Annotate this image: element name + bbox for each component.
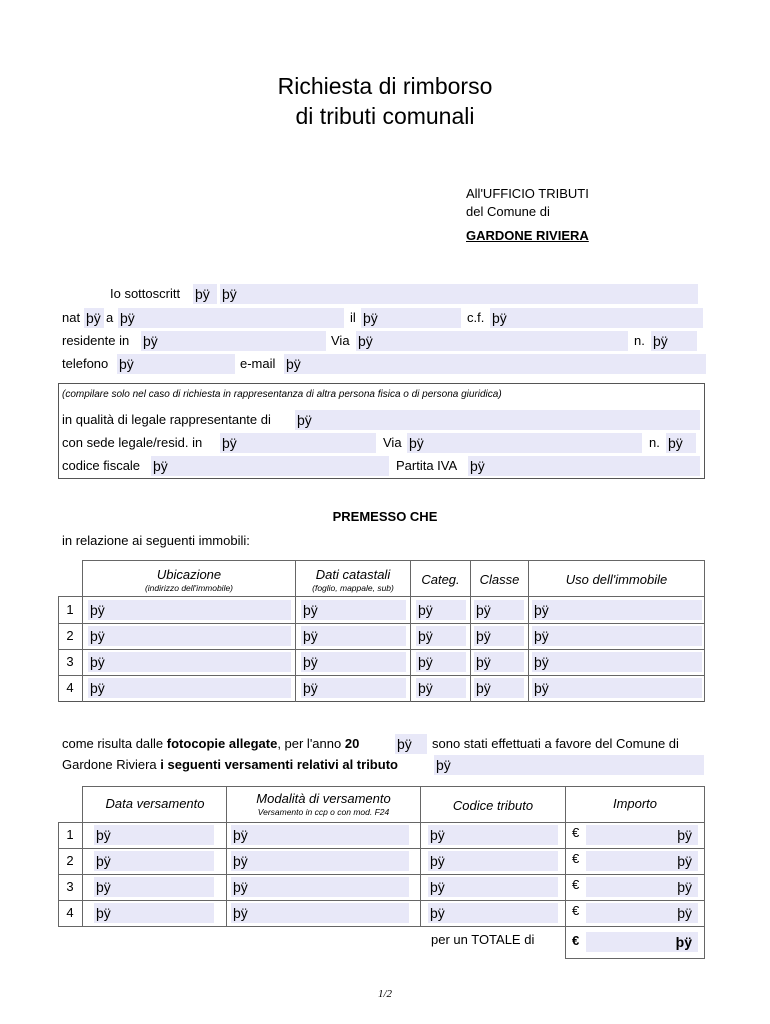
ubicazione-field[interactable]: þÿ [88,652,291,672]
residenza-field[interactable]: þÿ [141,331,326,351]
versamento-row-number: 2 [66,853,74,868]
categ-field[interactable]: þÿ [416,678,466,698]
document-title-line2: di tributi comunali [295,103,475,129]
nato-label: nat [62,310,81,325]
immobile-row-number: 4 [66,680,74,695]
euro-symbol: € [572,825,580,840]
modalita-field[interactable]: þÿ [231,877,409,897]
ubicazione-field[interactable]: þÿ [88,678,291,698]
rappresentanza-note: (compilare solo nel caso di richiesta in rappresentanza di altra persona fisica o di persona giuridica) [62,389,502,400]
dati-catastali-field[interactable]: þÿ [301,678,406,698]
data-versamento-field[interactable]: þÿ [94,903,214,923]
classe-header: Classe [479,572,520,587]
uso-field[interactable]: þÿ [532,600,702,620]
importo-header: Importo [612,796,658,811]
data-versamento-header: Data versamento [105,796,205,811]
categ-header: Categ. [421,572,460,587]
codice-tributo-field[interactable]: þÿ [428,825,558,845]
dati-catastali-field[interactable]: þÿ [301,652,406,672]
addressee-line1: All'UFFICIO TRIBUTI [466,186,589,201]
versamento-row-number: 1 [66,827,74,842]
uso-field[interactable]: þÿ [532,626,702,646]
uso-header: Uso dell'immobile [565,572,668,587]
rapp-cf-field[interactable]: þÿ [151,456,389,476]
sede-n-label: n. [649,435,660,450]
nato-suffix-field[interactable]: þÿ [84,308,104,328]
ubicazione-field[interactable]: þÿ [88,626,291,646]
immobili-intro: in relazione ai seguenti immobili: [62,533,250,548]
dati-catastali-field[interactable]: þÿ [301,600,406,620]
birthdate-field[interactable]: þÿ [361,308,461,328]
versamento-row-number: 3 [66,879,74,894]
versamenti-text-line2: Gardone Riviera i seguenti versamenti relativi al tributo [62,757,398,772]
sede-via-field[interactable]: þÿ [407,433,642,453]
codice-tributo-header: Codice tributo [452,798,534,813]
classe-field[interactable]: þÿ [474,600,524,620]
ubicazione-field[interactable]: þÿ [88,600,291,620]
addressee-line2: del Comune di [466,204,550,219]
a-label: a [106,310,114,325]
civico-field[interactable]: þÿ [651,331,697,351]
telefono-label: telefono [62,356,109,371]
via-field[interactable]: þÿ [356,331,628,351]
versamento-row-number: 4 [66,905,74,920]
addressee-comune: GARDONE RIVIERA [466,228,589,243]
qualita-field[interactable]: þÿ [295,410,700,430]
sede-civico-field[interactable]: þÿ [666,433,696,453]
classe-field[interactable]: þÿ [474,626,524,646]
piva-field[interactable]: þÿ [468,456,700,476]
euro-symbol: € [572,851,580,866]
n-label: n. [634,333,645,348]
il-label: il [350,310,356,325]
uso-field[interactable]: þÿ [532,678,702,698]
via-label: Via [331,333,350,348]
totale-field[interactable]: þÿ [586,932,698,952]
importo-field[interactable]: þÿ [586,825,698,845]
categ-field[interactable]: þÿ [416,652,466,672]
sede-via-label: Via [383,435,402,450]
modalita-field[interactable]: þÿ [231,825,409,845]
sottoscritto-name-field[interactable]: þÿ [220,284,698,304]
gender-suffix-field[interactable]: þÿ [193,284,217,304]
codice-tributo-field[interactable]: þÿ [428,877,558,897]
versamenti-text-line1: come risulta dalle fotocopie allegate, per l'anno 20 [62,736,360,751]
importo-field[interactable]: þÿ [586,903,698,923]
data-versamento-field[interactable]: þÿ [94,877,214,897]
uso-field[interactable]: þÿ [532,652,702,672]
classe-field[interactable]: þÿ [474,678,524,698]
residente-label: residente in [62,333,130,348]
euro-symbol: € [572,877,580,892]
birthplace-field[interactable]: þÿ [118,308,344,328]
categ-field[interactable]: þÿ [416,600,466,620]
immobile-row-number: 3 [66,654,74,669]
dati-catastali-field[interactable]: þÿ [301,626,406,646]
categ-field[interactable]: þÿ [416,626,466,646]
codice-tributo-field[interactable]: þÿ [428,903,558,923]
immobile-row-number: 2 [66,628,74,643]
telefono-field[interactable]: þÿ [117,354,235,374]
ubicazione-header: Ubicazione (indirizzo dell'immobile) [144,567,234,593]
sede-label: con sede legale/resid. in [62,435,203,450]
sede-field[interactable]: þÿ [220,433,376,453]
immobile-row-number: 1 [66,602,74,617]
importo-field[interactable]: þÿ [586,851,698,871]
importo-field[interactable]: þÿ [586,877,698,897]
document-title-line1: Richiesta di rimborso [277,73,493,99]
email-label: e-mail [240,356,276,371]
dati-catastali-header: Dati catastali (foglio, mappale, sub) [312,567,394,593]
qualita-label: in qualità di legale rappresentante di [62,412,271,427]
classe-field[interactable]: þÿ [474,652,524,672]
modalita-field[interactable]: þÿ [231,903,409,923]
euro-symbol: € [572,903,580,918]
piva-label: Partita IVA [396,458,458,473]
data-versamento-field[interactable]: þÿ [94,825,214,845]
tributo-field[interactable]: þÿ [434,755,704,775]
email-field[interactable]: þÿ [284,354,706,374]
premesso-heading: PREMESSO CHE [332,509,438,524]
page-number: 1/2 [377,988,393,1000]
cf-label: c.f. [467,310,485,325]
modalita-header: Modalità di versamento Versamento in ccp o con mod. F24 [256,791,391,817]
codice-fiscale-field[interactable]: þÿ [490,308,703,328]
versamenti-text-line1b: sono stati effettuati a favore del Comune di [432,736,679,751]
rapp-cf-label: codice fiscale [62,458,141,473]
anno-field[interactable]: þÿ [395,734,427,754]
codice-tributo-field[interactable]: þÿ [428,851,558,871]
sottoscritto-label: Io sottoscritt [110,286,181,301]
modalita-field[interactable]: þÿ [231,851,409,871]
data-versamento-field[interactable]: þÿ [94,851,214,871]
euro-symbol: € [572,933,580,948]
totale-label: per un TOTALE di [431,932,535,947]
